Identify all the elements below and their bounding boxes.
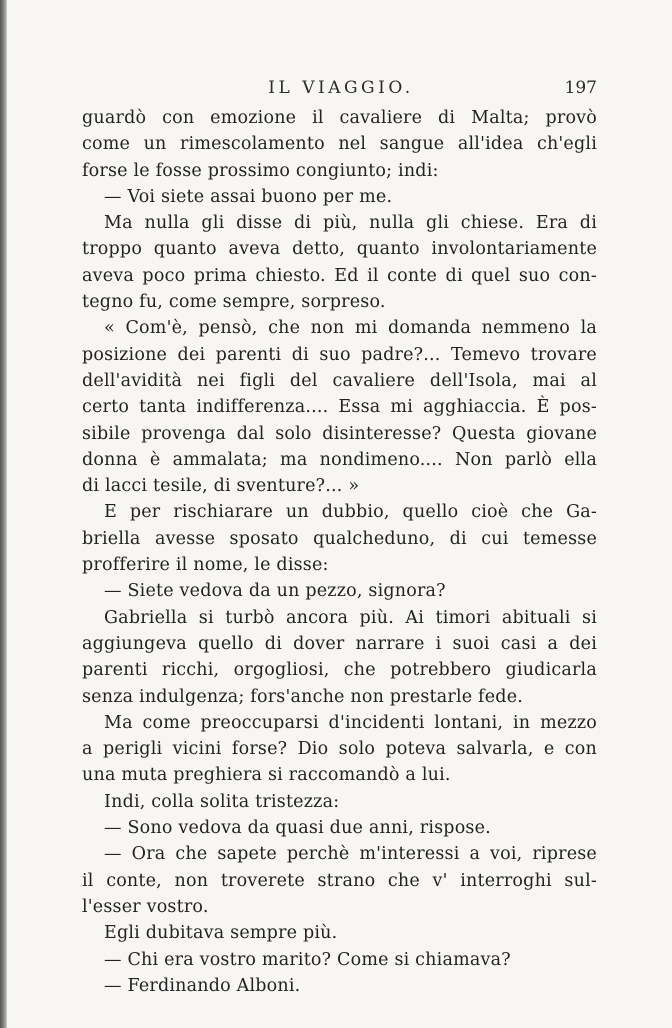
text-line: il conte, non troverete strano che v' interroghi sul-	[82, 870, 597, 891]
text-line: donna è ammalata; ma nondimeno.... Non parlò ella	[82, 449, 597, 470]
dialogue-line: — Voi siete assai buono per me.	[104, 186, 393, 207]
text-line: a perigli vicini forse? Dio solo poteva salvarla, e con	[82, 739, 597, 760]
text-line: parenti ricchi, orgogliosi, che potrebbero giudicarla	[82, 660, 597, 681]
text-line: profferire il nome, le disse:	[82, 555, 329, 576]
text-line: « Com'è, pensò, che non mi domanda nemmeno la	[104, 318, 597, 339]
text-line: di lacci tesile, di sventure?... »	[82, 476, 360, 497]
text-line: come un rimescolamento nel sangue all'idea ch'egli	[82, 134, 597, 155]
dialogue-line: — Ferdinando Alboni.	[104, 975, 301, 996]
text-line: una muta preghiera si raccomandò a lui.	[82, 765, 451, 786]
dialogue-line: — Chi era vostro marito? Come si chiamava?	[104, 949, 511, 970]
page-header	[85, 74, 597, 102]
text-line: posizione dei parenti di suo padre?... Temevo trovare	[82, 344, 597, 365]
text-line: E per rischiarare un dubbio, quello cioè che Ga-	[104, 502, 597, 523]
text-line: certo tanta indifferenza.... Essa mi agghiaccia. È pos-	[82, 397, 597, 418]
running-title: IL VIAGGIO.	[268, 78, 414, 98]
text-line: Egli dubitava sempre più.	[104, 923, 338, 944]
page-number: 197	[564, 78, 597, 98]
text-line: troppo quanto aveva detto, quanto involontariamente	[82, 239, 597, 260]
text-line: sibile provenga dal solo disinteresse? Questa giovane	[82, 423, 597, 444]
text-line: Ma nulla gli disse di più, nulla gli chiese. Era di	[104, 213, 597, 234]
text-line: aggiungeva quello di dover narrare i suoi casi a dei	[82, 633, 597, 654]
text-line: Ma come preoccuparsi d'incidenti lontani, in mezzo	[104, 712, 597, 733]
text-line: l'esser vostro.	[82, 896, 209, 917]
dialogue-line: — Sono vedova da quasi due anni, rispose.	[104, 818, 491, 839]
text-line: aveva poco prima chiesto. Ed il conte di quel suo con-	[82, 265, 597, 286]
text-line: dell'avidità nei figli del cavaliere dell'Isola, mai al	[82, 370, 597, 391]
dialogue-line: — Siete vedova da un pezzo, signora?	[104, 581, 446, 602]
text-line: briella avesse sposato qualcheduno, di cui temesse	[82, 528, 597, 549]
page-binding-edge	[0, 0, 7, 1028]
text-line: guardò con emozione il cavaliere di Malta; provò	[82, 108, 597, 128]
text-line: tegno fu, come sempre, sorpreso.	[82, 292, 386, 313]
text-line: forse le fosse prossimo congiunto; indi:	[82, 160, 439, 181]
text-line: Indi, colla solita tristezza:	[104, 791, 340, 812]
body-text	[82, 105, 597, 999]
text-line: Gabriella si turbò ancora più. Ai timori abituali si	[104, 607, 597, 628]
text-line: senza indulgenza; fors'anche non prestarle fede.	[82, 686, 524, 707]
dialogue-line: — Ora che sapete perchè m'interessi a voi, riprese	[104, 844, 597, 865]
